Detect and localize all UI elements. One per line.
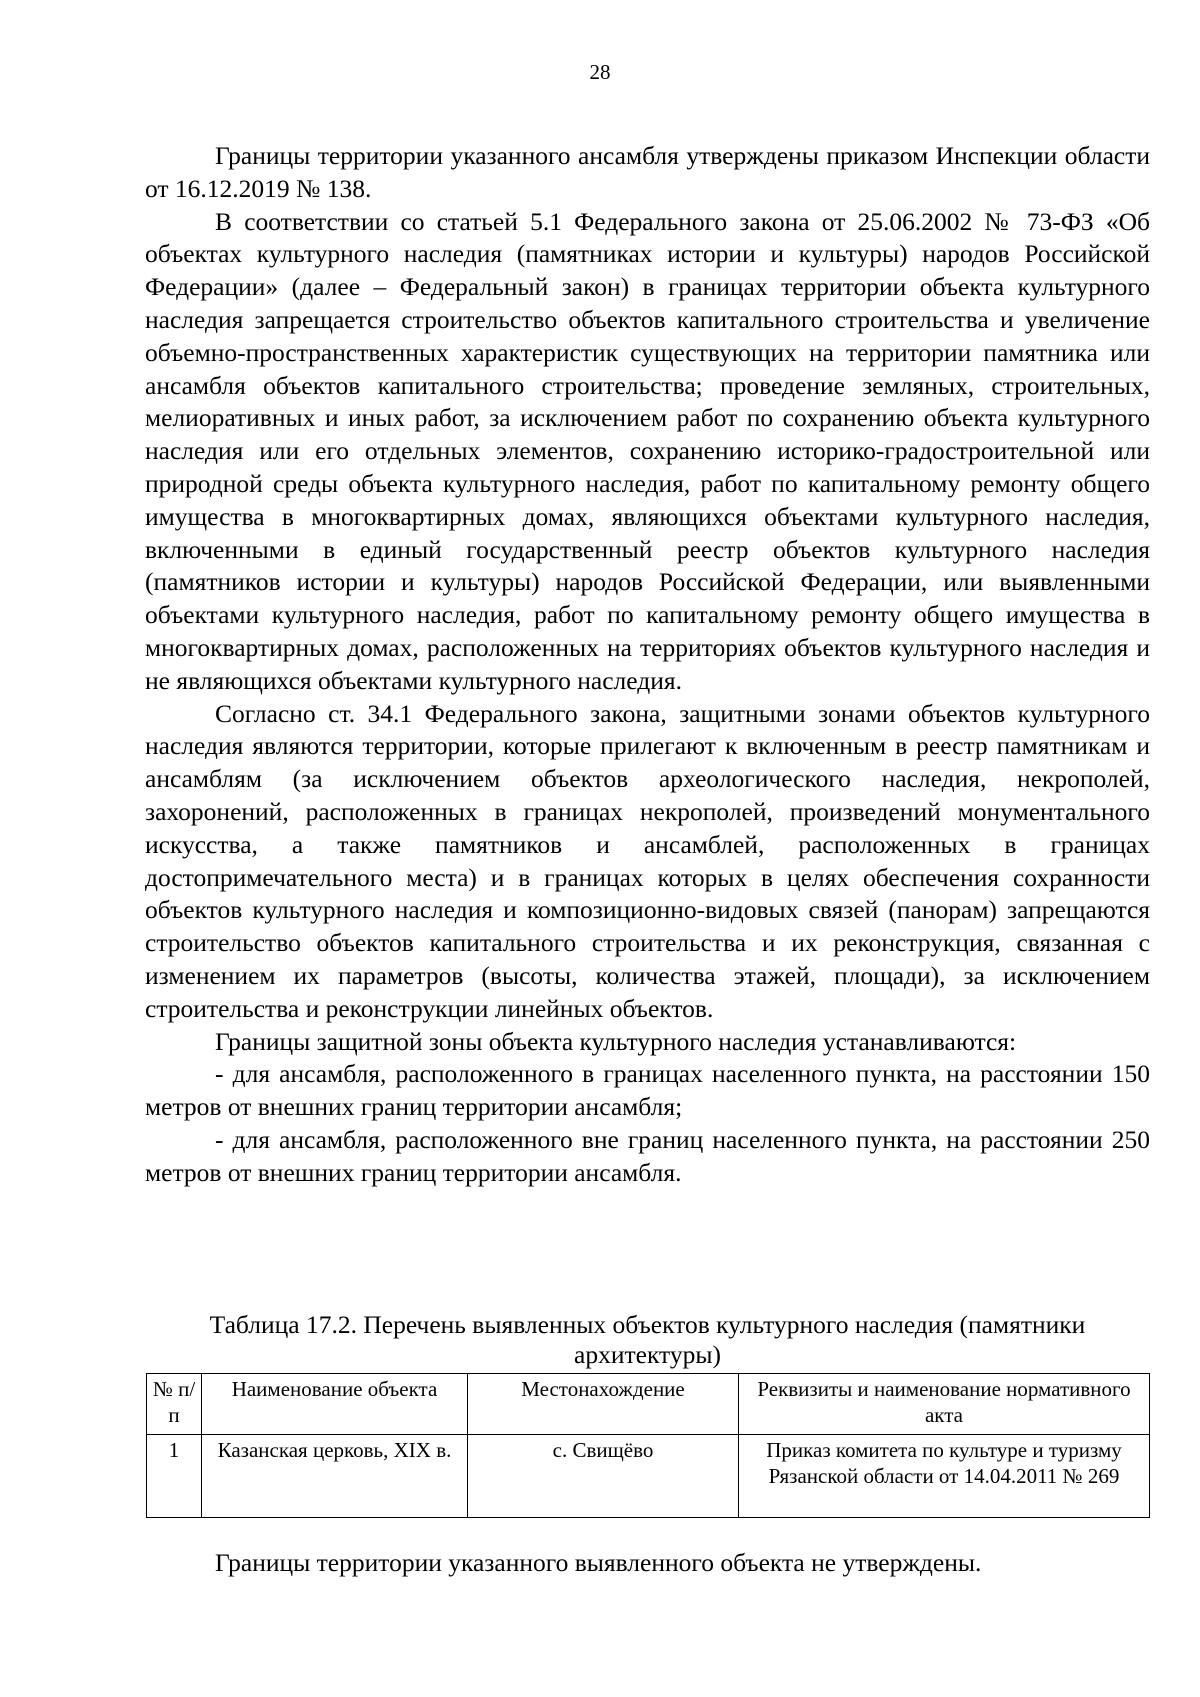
paragraph-protective-zone-intro: Границы защитной зоны объекта культурного наследия устанавливаются: xyxy=(215,1026,1017,1056)
header-number: № п/п xyxy=(147,1374,202,1435)
header-normative-act: Реквизиты и наименование нормативного акта xyxy=(739,1374,1150,1435)
cell-number: 1 xyxy=(147,1435,202,1518)
closing-statement: Границы территории указанного выявленного объекта не утверждены. xyxy=(215,1548,982,1577)
table-header-row xyxy=(147,1374,1150,1435)
heritage-objects-table xyxy=(146,1373,1149,1518)
cell-object-name: Казанская церковь, XIX в. xyxy=(202,1435,468,1518)
page-number: 28 xyxy=(589,60,611,84)
table xyxy=(146,1373,1150,1518)
cell-location: с. Свищёво xyxy=(468,1435,739,1518)
paragraph-protective-zone-inside: - для ансамбля, расположенного в границах населенного пункта, на расстоянии 150 метров от внешних границ территории ансамбля; xyxy=(145,1059,1150,1122)
table-caption: Таблица 17.2. Перечень выявленных объектов культурного наследия (памятники архитектуры) xyxy=(209,1310,1086,1369)
paragraph-federal-law-5-1: В соответствии со статьей 5.1 Федерального закона от 25.06.2002 № 73-ФЗ «Об объектах культурного наследия (памятниках истории и культуры) народов Российской Федерации» (далее – Федеральный закон) в границах территории объекта культурного наследия запрещается строительство объектов капитального строительства и увеличение объемно-пространственных характеристик существующих на территории памятника или ансамбля объектов капитального строительства; проведение земляных, строительных, мелиоративных и иных работ, за исключением работ по сохранению объекта культурного наследия или его отдельных элементов, сохранению историко-градостроительной или природной среды объекта культурного наследия, работ по капитальному ремонту общего имущества в многоквартирных домах, являющихся объектами культурного наследия, включенными в единый государственный реестр объектов культурного наследия (памятников истории и культуры) народов Российской Федерации, или выявленными объектами культурного наследия, работ по капитальному ремонту общего имущества в многоквартирных домах, расположенных на территориях объектов культурного наследия и не являющихся объектами культурного наследия. xyxy=(145,206,1150,695)
table-row xyxy=(147,1435,1150,1518)
paragraph-federal-law-34-1: Согласно ст. 34.1 Федерального закона, защитными зонами объектов культурного наследия являются территории, которые прилегают к включенным в реестр памятникам и ансамблям (за исключением объектов археологического наследия, некрополей, захоронений, расположенных в границах некрополей, произведений монументального искусства, а также памятников и ансамблей, расположенных в границах достопримечательного места) и в границах которых в целях обеспечения сохранности объектов культурного наследия и композиционно-видовых связей (панорам) запрещаются строительство объектов капитального строительства и их реконструкция, связанная с изменением их параметров (высоты, количества этажей, площади), за исключением строительства и реконструкции линейных объектов. xyxy=(145,698,1150,1023)
paragraph-protective-zone-outside: - для ансамбля, расположенного вне границ населенного пункта, на расстоянии 250 метров от внешних границ территории ансамбля. xyxy=(145,1124,1150,1187)
paragraph-territory-boundaries: Границы территории указанного ансамбля утверждены приказом Инспекции области от 16.12.2019 № 138. xyxy=(145,141,1150,203)
header-object-name: Наименование объекта xyxy=(202,1374,468,1435)
body-text xyxy=(145,140,1150,1190)
cell-normative-act: Приказ комитета по культуре и туризму Рязанской области от 14.04.2011 № 269 xyxy=(739,1435,1150,1518)
header-location: Местонахождение xyxy=(468,1374,739,1435)
